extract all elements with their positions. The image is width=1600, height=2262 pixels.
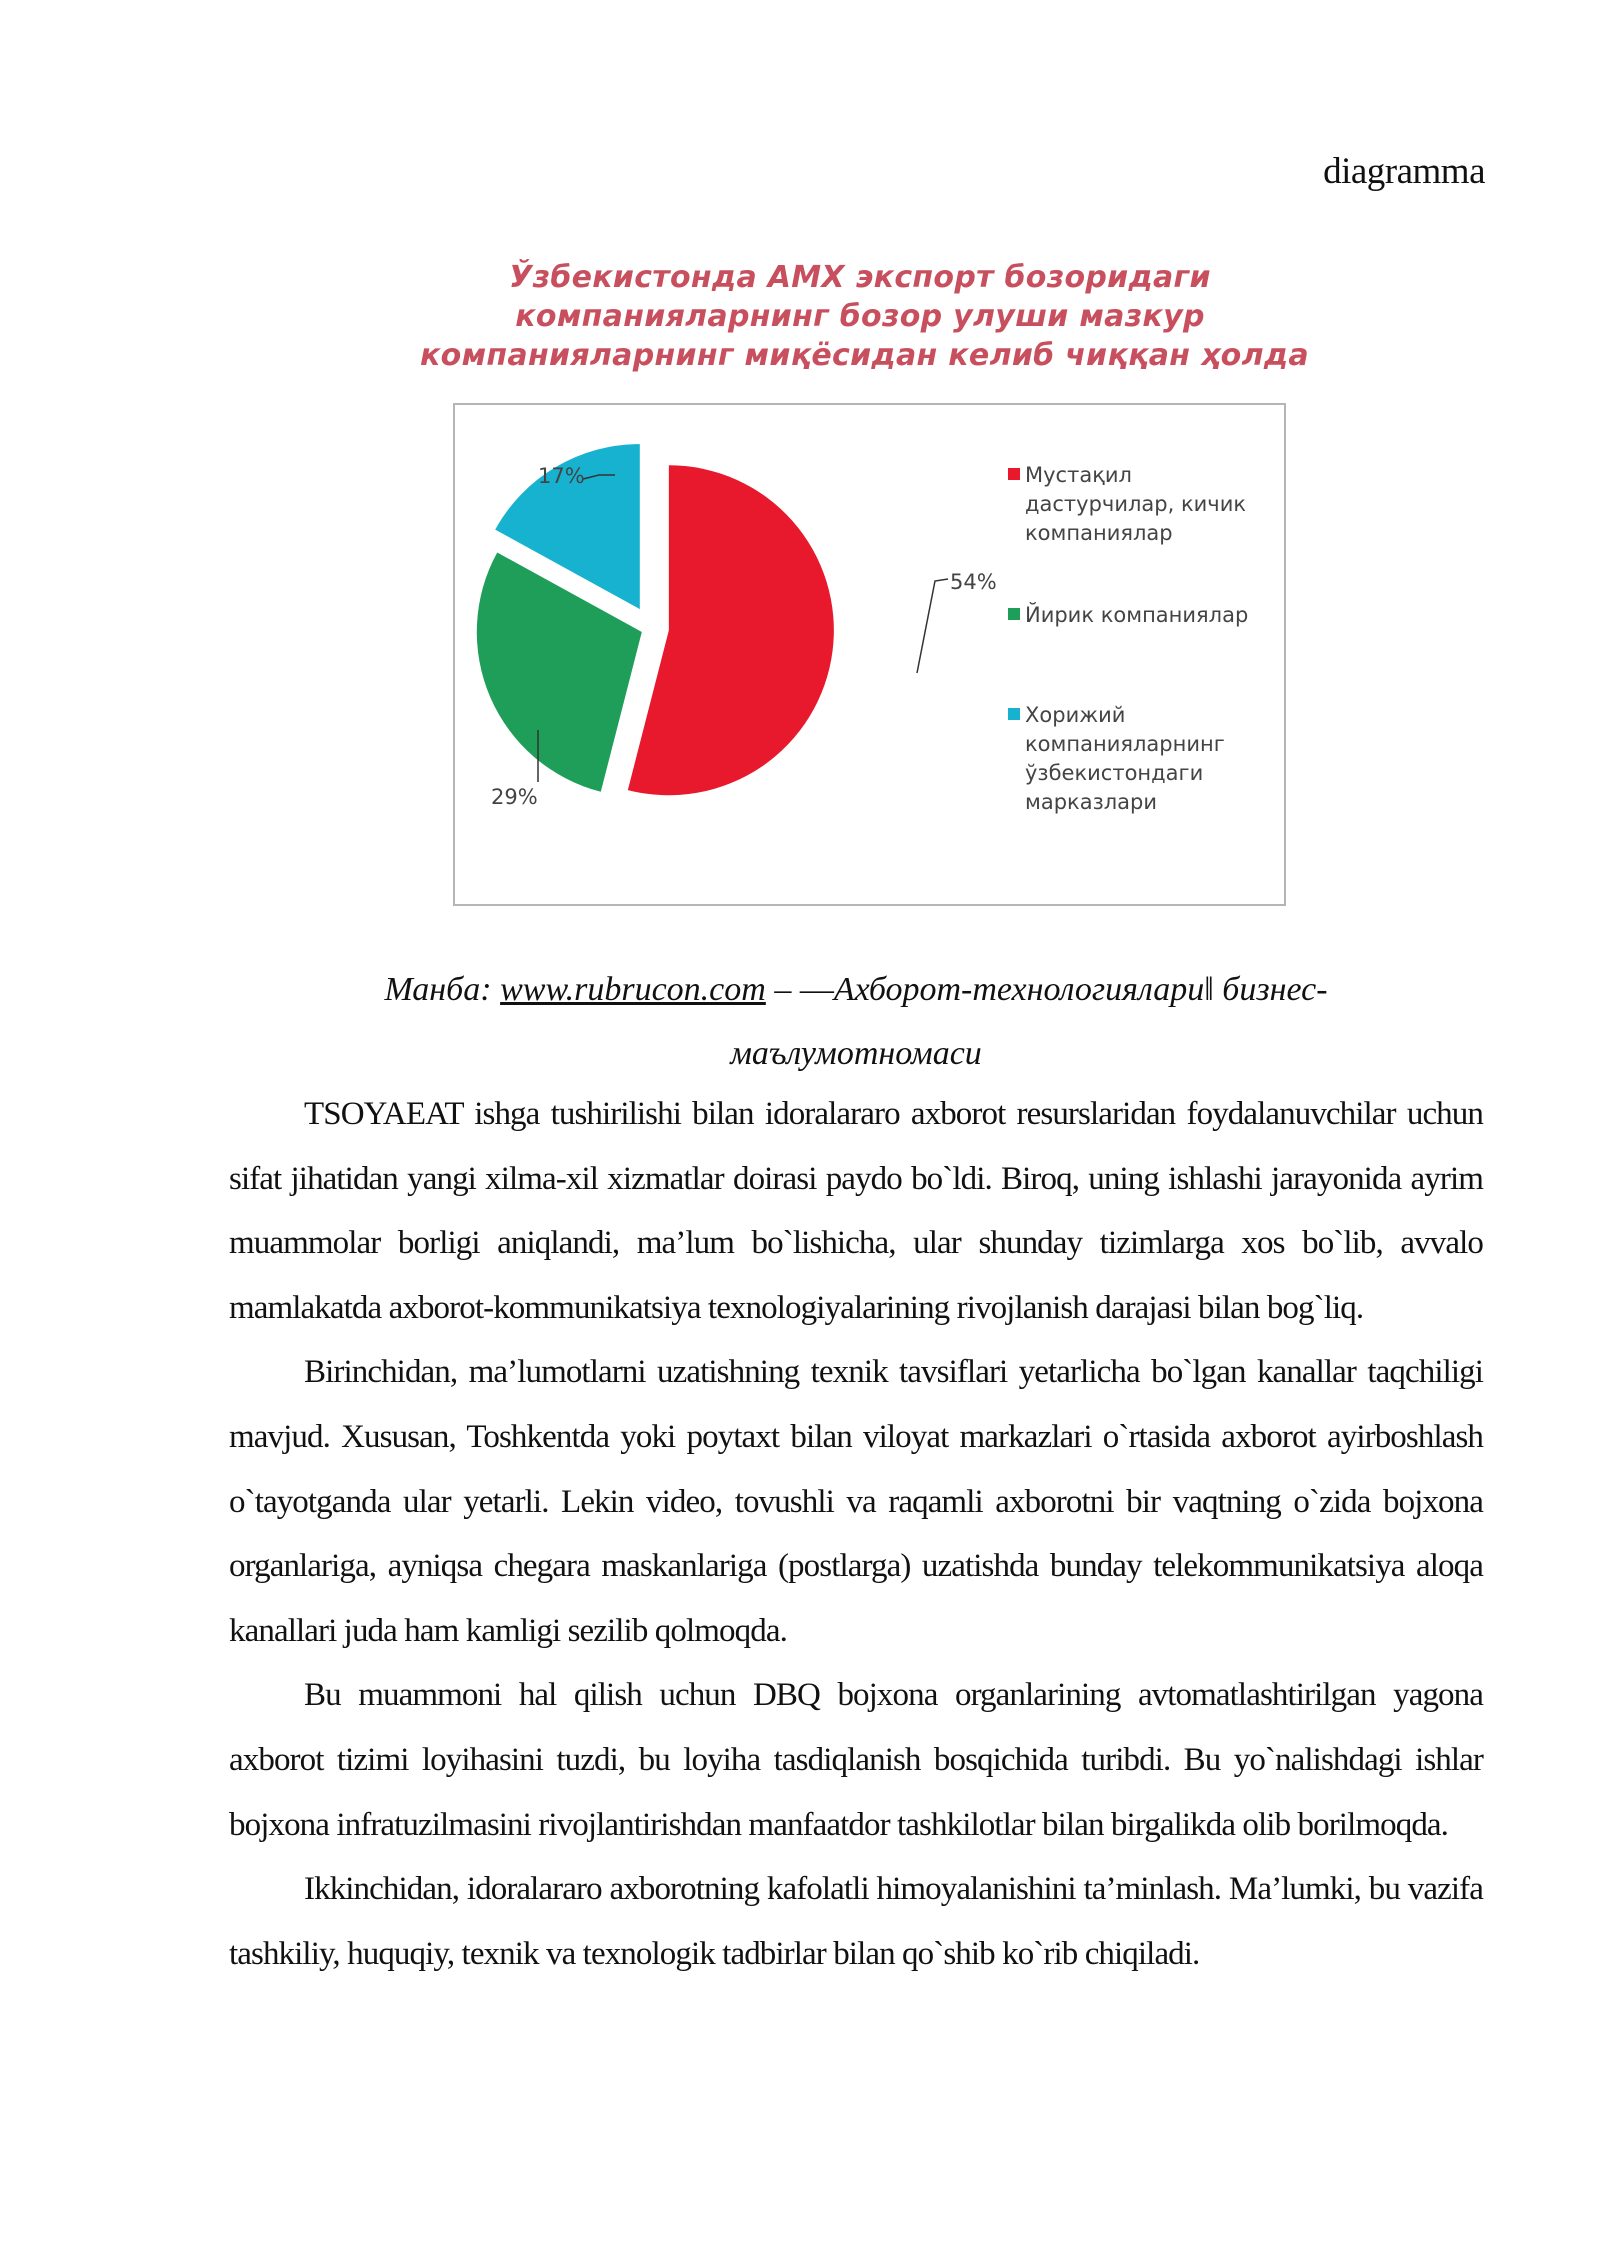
legend-label: дастурчилар, кичик [1025,492,1247,516]
source-suffix: – ―Ахборот-технологиялари‖ бизнес- [765,971,1328,1008]
leader-line [917,579,948,673]
legend-label: ўзбекистондаги [1025,761,1204,785]
chart-title-line: Ўзбекистонда АМХ экспорт бозоридаги [509,260,1211,295]
legend-label: Хорижий [1025,703,1126,727]
data-label: 17% [538,464,585,488]
paragraph: Ikkinchidan, idoralararo axborotning kafolatli himoyalanishini ta’minlash. Ma’lumki, bu vazifa tashkiliy, huquqiy, texnik va texnologik tadbirlar bilan qo`shib ko`rib chiqiladi. [229,1871,1483,1972]
data-label: 54% [950,570,997,594]
source-line-2: маълумотномаси [730,1035,982,1072]
legend-label: компаниялар [1025,521,1173,545]
data-label: 29% [491,785,538,809]
legend-label: Йирик компаниялар [1025,603,1249,627]
paragraph: TSOYAEAT ishga tushirilishi bilan idoralararo axborot resurslaridan foydalanuvchilar uchun sifat jihatidan yangi xilma-xil xizmatlar doirasi paydo bo`ldi. Biroq, uning ishlashi jarayonida ayrim muammolar borligi aniqlandi, ma’lum bo`lishicha, ular shunday tizimlarga xos bo`lib, avvalo mamlakatda axborot-kommunikatsiya texnologiyalarining rivojlanish darajasi bilan bog`liq. [229,1096,1483,1326]
paragraph: Birinchidan, ma’lumotlarni uzatishning texnik tavsiflari yetarlicha bo`lgan kanallar taqchiligi mavjud. Xususan, Toshkentda yoki poytaxt bilan viloyat markazlari o`rtasida axborot ayirboshlash o`tayotganda ular yetarli. Lekin video, tovushli va raqamli axborotni bir vaqtning o`zida bojxona organlariga, ayniqsa chegara maskanlariga (postlarga) uzatishda bunday telekommunikatsiya aloqa kanallari juda ham kamligi sezilib qolmoqda. [229,1354,1483,1649]
legend-label: компанияларнинг [1025,732,1225,756]
source-link[interactable]: www.rubrucon.com [500,971,766,1008]
header-word: diagramma [1323,151,1485,192]
pie-chart [455,405,1284,904]
legend-label: марказлари [1025,790,1158,814]
source-caption [228,958,1484,1086]
source-line-1 [228,958,1484,1022]
legend-swatch [1008,608,1020,620]
chart-title [420,258,1309,375]
source-prefix: Манба: [384,971,501,1008]
legend-swatch [1008,708,1020,720]
pie-slice [628,465,834,795]
legend-label: Мустақил [1025,463,1132,487]
pie-chart-frame [453,403,1286,906]
paragraph: Bu muammoni hal qilish uchun DBQ bojxona organlarining avtomatlashtirilgan yagona axborot tizimi loyihasini tuzdi, bu loyiha tasdiqlanish bosqichida turibdi. Bu yo`nalishdagi ishlar bojxona infratuzilmasini rivojlantirishdan manfaatdor tashkilotlar bilan birgalikda olib borilmoqda. [229,1677,1483,1843]
body-text [229,1082,1483,1986]
chart-title-line: компанияларнинг бозор улуши мазкур [515,299,1205,334]
chart-title-line: компанияларнинг миқёсидан келиб чиққан ҳолда [420,338,1309,373]
legend-swatch [1008,468,1020,480]
